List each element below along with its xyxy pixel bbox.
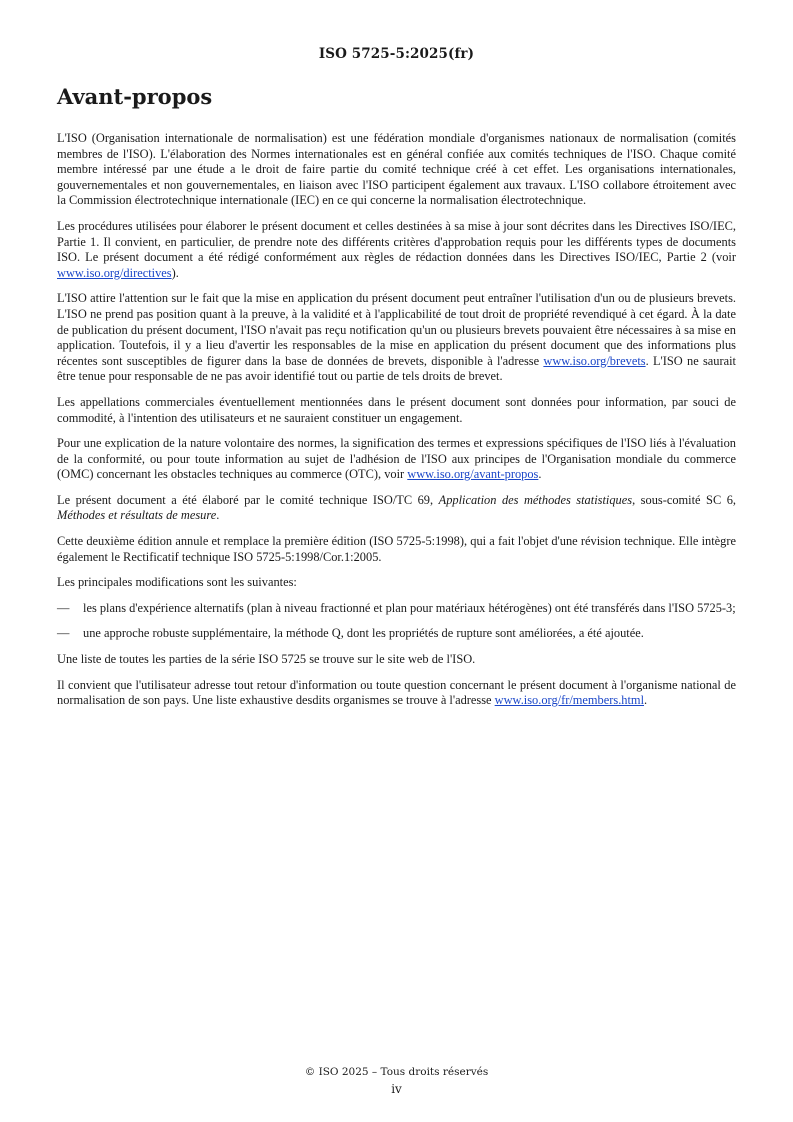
paragraph-text-end: . L'ISO ne saurait être tenue pour responsable de ne pas avoir identifié tout ou partie de tels droits de brevet. — [57, 353, 736, 384]
paragraph-text-end: . — [644, 693, 648, 708]
committee-text: Le présent document a été élaboré par le comité technique ISO/TC 69, — [57, 492, 439, 507]
paragraph-text: L'ISO attire l'attention sur le fait que la mise en application du présent document peut entraîner l'utilisation d'un ou de plusieurs brevets. L'ISO ne prend pas position quant à la preuve, à la validité et à l'applicabilité de tout droit de propriété revendiqué à cet égard. À la date de publication du présent document, l'ISO n'avait pas reçu notification qu'un ou plusieurs brevets pouvaient être nécessaires à sa mise en application. Toutefois, il y a lieu d'avertir les responsables de la mise en application du présent document que des informations plus récentes sont susceptibles de figurer dans la base de données de brevets, disponible à l'adresse — [57, 291, 736, 368]
directives-link[interactable]: www.iso.org/directives — [57, 265, 172, 280]
paragraph-text: Il convient que l'utilisateur adresse tout retour d'information ou toute question concernant le présent document à l'organisme national de normalisation de son pays. Une liste exhaustive desdits organismes se trouve à l'adresse — [57, 677, 736, 708]
paragraph-modifications-intro: Les principales modifications sont les suivantes: — [57, 575, 297, 590]
paragraph-text-end: ). — [171, 265, 179, 280]
foreword-body — [57, 131, 736, 719]
paragraph-text-end: . — [538, 467, 542, 482]
foreword-link[interactable]: www.iso.org/avant-propos — [407, 467, 539, 482]
page-title: Avant-propos — [57, 84, 213, 109]
list-item — [57, 626, 736, 642]
copyright-notice: © ISO 2025 – Tous droits réservés — [304, 1066, 489, 1078]
list-item-text: les plans d'expérience alternatifs (plan à niveau fractionné et plan pour matériaux hétérogènes) ont été transférés dans l'ISO 5725-3; — [83, 600, 736, 615]
page-footer — [0, 1064, 793, 1098]
subcommittee-title: Méthodes et résultats de mesure — [57, 508, 217, 523]
page-number: iv — [391, 1082, 402, 1096]
committee-title: Application des méthodes statistiques — [438, 492, 633, 507]
document-identifier: ISO 5725-5:2025(fr) — [318, 46, 475, 62]
paragraph-trade-names: Les appellations commerciales éventuellement mentionnées dans le présent document sont données pour information, par souci de commodité, à l'intention des utilisateurs et ne sauraient constituer un engagement. — [57, 394, 736, 425]
paragraph-edition: Cette deuxième édition annule et remplace la première édition (ISO 5725-5:1998), qui a fait l'objet d'une révision technique. Elle intègre également le Rectificatif technique ISO 5725-5:1998/Cor.1:2005. — [57, 534, 736, 564]
patents-link[interactable]: www.iso.org/brevets — [543, 353, 646, 368]
subcommittee-text: , sous-comité SC 6, — [632, 492, 737, 507]
paragraph-series-list: Une liste de toutes les parties de la série ISO 5725 se trouve sur le site web de l'ISO. — [57, 652, 476, 667]
list-dash: — — [57, 626, 70, 641]
members-link[interactable]: www.iso.org/fr/members.html — [494, 693, 645, 708]
paragraph-text: Pour une explication de la nature volontaire des normes, la signification des termes et expressions spécifiques de l'ISO liés à l'évaluation de la conformité, ou pour toute information au sujet de l'adhésion de l'ISO aux principes de l'Organisation mondiale du commerce (OMC) concernant les obstacles techniques au commerce (OTC), voir — [57, 436, 736, 482]
list-item-text: une approche robuste supplémentaire, la méthode Q, dont les propriétés de rupture sont améliorées, a été ajoutée. — [83, 626, 644, 641]
list-dash: — — [57, 600, 70, 615]
paragraph-text-end: . — [216, 508, 220, 523]
paragraph-feedback — [57, 678, 736, 709]
paragraph-iso-organisation: L'ISO (Organisation internationale de normalisation) est une fédération mondiale d'organismes nationaux de normalisation (comités membres de l'ISO). L'élaboration des Normes internationales est en général confiée aux comités techniques de l'ISO. Chaque comité membre intéressé par une étude a le droit de faire partie du comité technique créé à cet effet. Les organisations internationales, gouvernementales et non gouvernementales, en liaison avec l'ISO participent également aux travaux. L'ISO collabore étroitement avec la Commission électrotechnique internationale (IEC) en ce qui concerne la normalisation électrotechnique. — [57, 131, 736, 208]
paragraph-text: Les procédures utilisées pour élaborer le présent document et celles destinées à sa mise à jour sont décrites dans les Directives ISO/IEC, Partie 1. Il convient, en particulier, de prendre note des différents critères d'approbation requis pour les différents types de documents ISO. Le présent document a été rédigé conformément aux règles de rédaction données dans les Directives ISO/IEC, Partie 2 (voir — [57, 218, 736, 265]
paragraph-voluntary-nature — [57, 436, 736, 483]
paragraph-procedures — [57, 219, 736, 281]
paragraph-committee — [57, 493, 736, 524]
list-item — [57, 601, 736, 617]
paragraph-patents — [57, 291, 736, 385]
